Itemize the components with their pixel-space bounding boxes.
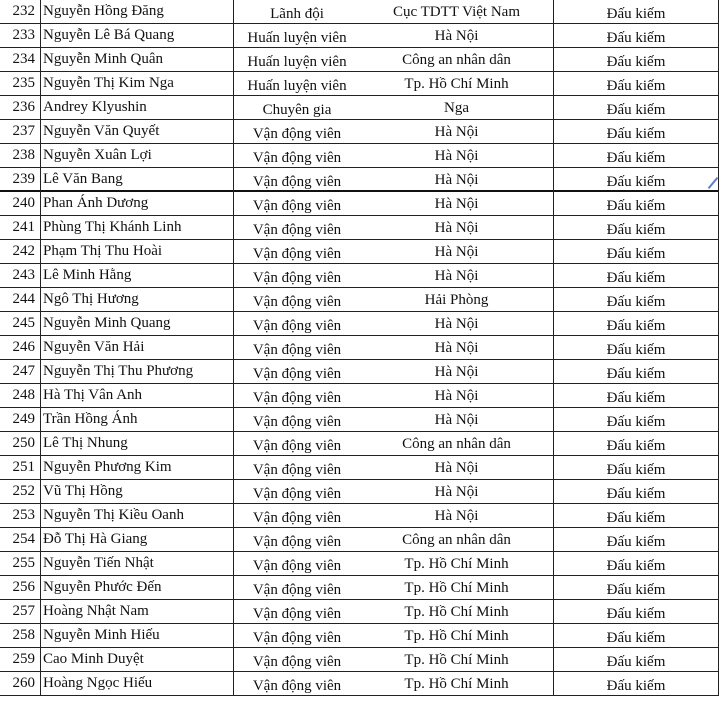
cell-sport: Đấu kiếm <box>553 456 719 480</box>
cell-name: Nguyễn Minh Hiếu <box>40 624 233 648</box>
cell-unit: Công an nhân dân <box>402 436 511 452</box>
cell-name: Nguyễn Lê Bá Quang <box>40 24 233 48</box>
cell-no: 238 <box>12 147 35 163</box>
cell-unit: Hà Nội <box>434 412 479 428</box>
cell-role: Vận động viên <box>233 552 360 576</box>
cell-name: Trần Hồng Ánh <box>40 408 233 432</box>
cell-unit: Hải Phòng <box>424 292 489 308</box>
cell-name: Nguyễn Thị Kiều Oanh <box>40 504 233 528</box>
cell-sport: Đấu kiếm <box>553 576 719 600</box>
cell-name: Cao Minh Duyệt <box>40 648 233 672</box>
table-row <box>0 648 719 672</box>
cell-unit: Tp. Hồ Chí Minh <box>404 556 509 572</box>
cell-sport: Đấu kiếm <box>553 288 719 312</box>
cell-unit: Hà Nội <box>434 124 479 140</box>
table-row <box>0 48 719 72</box>
cell-role: Vận động viên <box>233 336 360 360</box>
cell-name: Nguyễn Văn Hải <box>40 336 233 360</box>
cell-role: Vận động viên <box>233 264 360 288</box>
cell-role: Vận động viên <box>233 360 360 384</box>
table-row <box>0 672 719 696</box>
table-row <box>0 336 719 360</box>
table-row <box>0 624 719 648</box>
cell-no: 235 <box>12 75 35 91</box>
cell-role: Vận động viên <box>233 624 360 648</box>
cell-role: Vận động viên <box>233 672 360 696</box>
table-row <box>0 264 719 288</box>
cell-name: Đỗ Thị Hà Giang <box>40 528 233 552</box>
cell-name: Nguyễn Hồng Đăng <box>40 0 233 24</box>
table-row <box>0 552 719 576</box>
cell-sport: Đấu kiếm <box>553 480 719 504</box>
cell-sport: Đấu kiếm <box>553 360 719 384</box>
cell-role: Chuyên gia <box>233 96 360 120</box>
table-row <box>0 576 719 600</box>
cell-no: 234 <box>12 51 35 67</box>
table-row <box>0 120 719 144</box>
cell-name: Phùng Thị Khánh Linh <box>40 216 233 240</box>
cell-role: Vận động viên <box>233 576 360 600</box>
cell-name: Hoàng Nhật Nam <box>40 600 233 624</box>
cell-no: 243 <box>12 267 35 283</box>
cell-role: Vận động viên <box>233 456 360 480</box>
cell-name: Vũ Thị Hồng <box>40 480 233 504</box>
cell-no: 260 <box>12 675 35 691</box>
table-row <box>0 360 719 384</box>
cell-no: 258 <box>12 627 35 643</box>
cell-unit: Tp. Hồ Chí Minh <box>404 652 509 668</box>
cell-role: Vận động viên <box>233 120 360 144</box>
cell-no: 257 <box>12 603 35 619</box>
cell-name: Nguyễn Phước Đến <box>40 576 233 600</box>
cell-sport: Đấu kiếm <box>553 168 719 192</box>
cell-unit: Công an nhân dân <box>402 532 511 548</box>
cell-sport: Đấu kiếm <box>553 504 719 528</box>
cell-sport: Đấu kiếm <box>553 432 719 456</box>
cell-role: Vận động viên <box>233 648 360 672</box>
cell-name: Phan Ánh Dương <box>40 192 233 216</box>
cell-name: Hoàng Ngọc Hiếu <box>40 672 233 696</box>
table-row <box>0 192 719 216</box>
cell-name: Lê Thị Nhung <box>40 432 233 456</box>
cell-no: 233 <box>12 27 35 43</box>
cell-no: 247 <box>12 363 35 379</box>
cell-no: 245 <box>12 315 35 331</box>
cell-sport: Đấu kiếm <box>553 264 719 288</box>
cell-sport: Đấu kiếm <box>553 0 719 24</box>
cell-sport: Đấu kiếm <box>553 408 719 432</box>
cell-unit: Tp. Hồ Chí Minh <box>404 76 509 92</box>
cell-no: 252 <box>12 483 35 499</box>
table-row <box>0 288 719 312</box>
cell-sport: Đấu kiếm <box>553 312 719 336</box>
cell-unit: Tp. Hồ Chí Minh <box>404 676 509 692</box>
cell-no: 246 <box>12 339 35 355</box>
table-row <box>0 72 719 96</box>
cell-unit: Hà Nội <box>434 388 479 404</box>
cell-no: 250 <box>12 435 35 451</box>
table-row <box>0 312 719 336</box>
cell-role: Vận động viên <box>233 504 360 528</box>
cell-name: Nguyễn Xuân Lợi <box>40 144 233 168</box>
cell-sport: Đấu kiếm <box>553 24 719 48</box>
cell-no: 255 <box>12 555 35 571</box>
cell-unit: Hà Nội <box>434 148 479 164</box>
cell-sport: Đấu kiếm <box>553 72 719 96</box>
cell-unit: Cục TDTT Việt Nam <box>392 4 520 20</box>
cell-sport: Đấu kiếm <box>553 624 719 648</box>
cell-role: Huấn luyện viên <box>233 48 360 72</box>
cell-role: Huấn luyện viên <box>233 24 360 48</box>
cell-unit: Hà Nội <box>434 268 479 284</box>
cell-sport: Đấu kiếm <box>553 96 719 120</box>
cell-sport: Đấu kiếm <box>553 672 719 696</box>
cell-name: Nguyễn Phương Kim <box>40 456 233 480</box>
cell-unit: Hà Nội <box>434 508 479 524</box>
cell-name: Lê Minh Hằng <box>40 264 233 288</box>
table-row <box>0 168 719 192</box>
cell-no: 239 <box>12 171 35 187</box>
cell-no: 232 <box>12 3 35 19</box>
cell-sport: Đấu kiếm <box>553 216 719 240</box>
cell-unit: Hà Nội <box>434 340 479 356</box>
cell-role: Vận động viên <box>233 144 360 168</box>
table-row <box>0 24 719 48</box>
cell-no: 253 <box>12 507 35 523</box>
cell-name: Hà Thị Vân Anh <box>40 384 233 408</box>
cell-role: Vận động viên <box>233 168 360 192</box>
table-row <box>0 0 719 24</box>
cell-unit: Tp. Hồ Chí Minh <box>404 604 509 620</box>
cell-unit: Hà Nội <box>434 316 479 332</box>
cell-role: Vận động viên <box>233 384 360 408</box>
cell-unit: Tp. Hồ Chí Minh <box>404 628 509 644</box>
cell-name: Lê Văn Bang <box>40 168 233 192</box>
cell-sport: Đấu kiếm <box>553 240 719 264</box>
cell-role: Vận động viên <box>233 432 360 456</box>
cell-role: Vận động viên <box>233 600 360 624</box>
cell-no: 237 <box>12 123 35 139</box>
cell-name: Nguyễn Tiến Nhật <box>40 552 233 576</box>
cell-no: 254 <box>12 531 35 547</box>
cell-unit: Hà Nội <box>434 172 479 188</box>
cell-name: Andrey Klyushin <box>40 96 233 120</box>
cell-unit: Hà Nội <box>434 364 479 380</box>
cell-no: 240 <box>12 195 35 211</box>
cell-name: Ngô Thị Hương <box>40 288 233 312</box>
table-row <box>0 408 719 432</box>
cell-sport: Đấu kiếm <box>553 528 719 552</box>
cell-sport: Đấu kiếm <box>553 648 719 672</box>
cell-sport: Đấu kiếm <box>553 192 719 216</box>
cell-name: Nguyễn Minh Quang <box>40 312 233 336</box>
cell-unit: Hà Nội <box>434 28 479 44</box>
table-row <box>0 480 719 504</box>
cell-role: Vận động viên <box>233 480 360 504</box>
cell-no: 249 <box>12 411 35 427</box>
cell-sport: Đấu kiếm <box>553 144 719 168</box>
cell-unit: Hà Nội <box>434 484 479 500</box>
cell-no: 248 <box>12 387 35 403</box>
cell-unit: Tp. Hồ Chí Minh <box>404 580 509 596</box>
cell-sport: Đấu kiếm <box>553 600 719 624</box>
cell-role: Vận động viên <box>233 312 360 336</box>
cell-unit: Hà Nội <box>434 460 479 476</box>
cell-sport: Đấu kiếm <box>553 384 719 408</box>
cell-unit: Hà Nội <box>434 196 479 212</box>
cell-name: Nguyễn Minh Quân <box>40 48 233 72</box>
cell-name: Nguyễn Văn Quyết <box>40 120 233 144</box>
cell-no: 256 <box>12 579 35 595</box>
cell-role: Lãnh đội <box>233 0 360 24</box>
table-row <box>0 240 719 264</box>
cell-role: Vận động viên <box>233 528 360 552</box>
cell-role: Vận động viên <box>233 240 360 264</box>
cell-no: 244 <box>12 291 35 307</box>
cell-name: Nguyễn Thị Kim Nga <box>40 72 233 96</box>
cell-no: 236 <box>12 99 35 115</box>
table-row <box>0 216 719 240</box>
cell-name: Nguyễn Thị Thu Phương <box>40 360 233 384</box>
cell-role: Vận động viên <box>233 192 360 216</box>
table-row <box>0 432 719 456</box>
cell-unit: Hà Nội <box>434 244 479 260</box>
table-row <box>0 600 719 624</box>
cell-sport: Đấu kiếm <box>553 552 719 576</box>
cell-sport: Đấu kiếm <box>553 336 719 360</box>
table-row <box>0 384 719 408</box>
cell-unit: Hà Nội <box>434 220 479 236</box>
table-row <box>0 456 719 480</box>
cell-no: 259 <box>12 651 35 667</box>
cell-no: 251 <box>12 459 35 475</box>
cell-sport: Đấu kiếm <box>553 48 719 72</box>
cell-role: Vận động viên <box>233 216 360 240</box>
cell-role: Vận động viên <box>233 288 360 312</box>
cell-role: Vận động viên <box>233 408 360 432</box>
table-row <box>0 504 719 528</box>
table-row <box>0 144 719 168</box>
table-row <box>0 528 719 552</box>
cell-role: Huấn luyện viên <box>233 72 360 96</box>
table-row <box>0 96 719 120</box>
cell-sport: Đấu kiếm <box>553 120 719 144</box>
cell-no: 242 <box>12 243 35 259</box>
cell-unit: Công an nhân dân <box>402 52 511 68</box>
cell-name: Phạm Thị Thu Hoài <box>40 240 233 264</box>
cell-no: 241 <box>12 219 35 235</box>
cell-unit: Nga <box>444 100 469 116</box>
